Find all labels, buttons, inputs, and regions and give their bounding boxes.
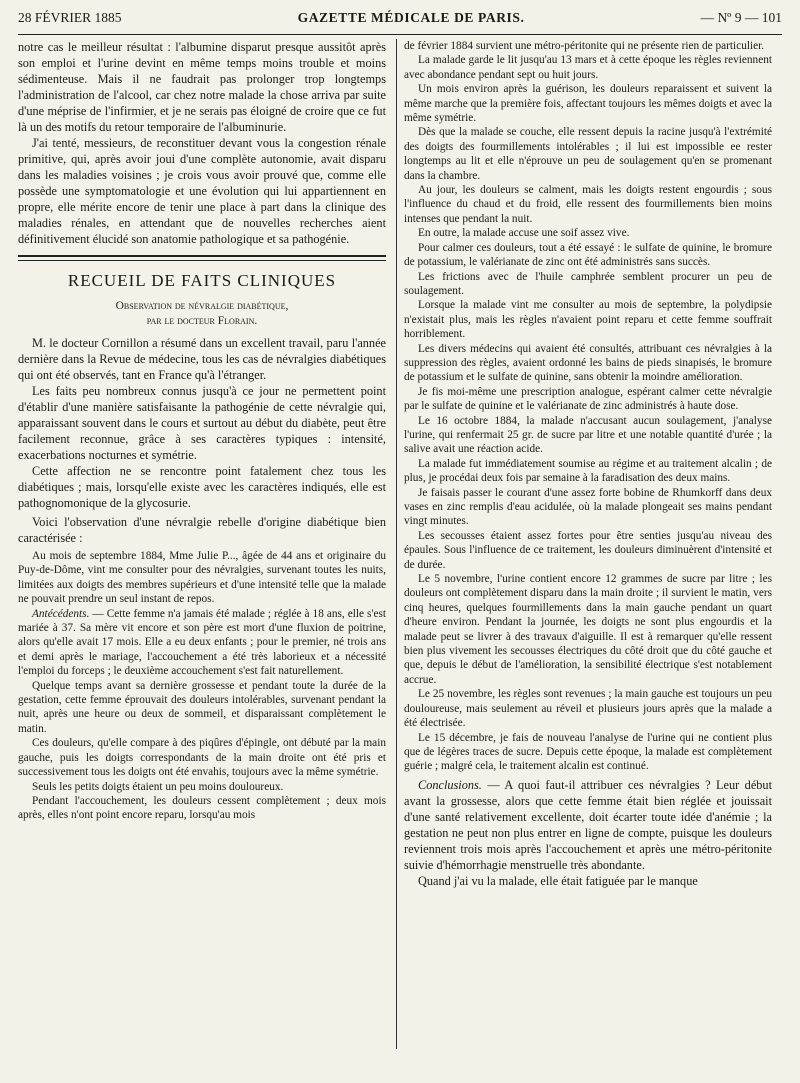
paragraph: Je faisais passer le courant d'une assez forte bobine de Rhumkorff dans deux vases en zinc remplis d'eau acidulée, où la malade plongeait ses mains pendant vingt minutes. [404, 486, 772, 528]
paragraph: Pour calmer ces douleurs, tout a été essayé : le sulfate de quinine, le bromure de potassium, le valérianate de zinc ont été administrés sans succès. [404, 241, 772, 269]
paragraph: Les divers médecins qui avaient été consultés, attribuant ces névralgies à la suppression des règles, avaient ordonné les bains de pieds sinapisés, le bromure de potassium et le sulfate de quinine, sans obtenir la moindre amélioration. [404, 342, 772, 384]
issue-number: — Nº 9 — 101 [700, 10, 782, 25]
paragraph: Antécédents. — Cette femme n'a jamais été malade ; réglée à 18 ans, elle s'est mariée à 37. Sa mère vit encore et son père est mort d'une fluxion de poitrine, alors qu'elle avait 17 mois. Elle a eu deux enfants ; pour le premier, né trois ans et demi après le mariage, l'accouchement a été très laborieux et a nécessité l'emploi du forceps ; le deuxième accouchement s'est fait naturellement. [18, 607, 386, 678]
columns [18, 39, 782, 1049]
left-column [18, 39, 386, 1049]
paragraph: Le 25 novembre, les règles sont revenues ; la main gauche est toujours un peu douloureuse, mais seulement au réveil et plusieurs jours après que la malade a été électrisée. [404, 688, 772, 730]
paragraph: La malade fut immédiatement soumise au régime et au traitement alcalin ; de plus, je procédai deux fois par semaine à la faradisation des deux mains. [404, 457, 772, 485]
subheading-antecedents: Antécédents. [32, 607, 90, 620]
paragraph: Au mois de septembre 1884, Mme Julie P..., âgée de 44 ans et originaire du Puy-de-Dôme, vint me consulter pour des névralgies, survenant toutes les nuits, limitées aux doigts des membres supérieurs et d'une intensité telle que la malade ne pouvait prendre un seul instant de repos. [18, 550, 386, 606]
paragraph: Dès que la malade se couche, elle ressent depuis la racine jusqu'à l'extrémité des doigts des fourmillements intolérables ; il lui est impossible ee rester longtemps au lit et elle n'éprouve un peu de soulagement qu'en se promenant dans la chambre. [404, 126, 772, 182]
paragraph: La malade garde le lit jusqu'au 13 mars et à cette époque les règles reviennent avec abondance pendant sept ou huit jours. [404, 54, 772, 81]
column-separator [396, 39, 397, 1049]
subheading-conclusions: Conclusions. [418, 777, 482, 792]
paragraph: Je fis moi-même une prescription analogue, espérant calmer cette névralgie par le sulfate de quinine et le valérianate de zinc administrés à haute dose. [404, 385, 772, 413]
paragraph: notre cas le meilleur résultat : l'albumine disparut presque aussitôt après son emploi et l'urine devint en même temps moins trouble et moins sédimenteuse. Mais il ne faudrait pas prolonger trop longtemps l'administration de l'alcool, car chez notre malade la chose arriva par suite d'une méprise de l'infirmier, et je ne serais pas éloigné de croire que ce fut là un des motifs du retour temporaire de l'albuminurie. [18, 40, 386, 134]
paragraph: Les faits peu nombreux connus jusqu'à ce jour ne permettent point d'établir d'une manière satisfaisante la pathogénie de cette névralgie qui, apparaissant souvent dans le cours et surtout au début du diabète, peut être facilement reconnue, grâce à ses caractères typiques : intensité, exacerbations nocturnes et symétrie. [18, 384, 386, 462]
page-header [18, 10, 782, 32]
right-column [404, 39, 772, 1049]
paragraph: Lorsque la malade vint me consulter au mois de septembre, la polydipsie n'existait plus, mais les règles n'avaient point reparu et cette femme souffrait horriblement. [404, 299, 772, 341]
paragraph: Voici l'observation d'une névralgie rebelle d'origine diabétique bien caractérisée : [18, 515, 386, 545]
paragraph: Un mois environ après la guérison, les douleurs reparaissent et suivent la même marche que la première fois, affectant toujours les mêmes doigts et avec la même symétrie. [404, 83, 772, 125]
paragraph: Cette affection ne se rencontre point fatalement chez tous les diabétiques ; mais, lorsqu'elle existe avec les caractères indiqués, elle est pathognomonique de la glycosurie. [18, 464, 386, 510]
paragraph: Ces douleurs, qu'elle compare à des piqûres d'épingle, ont débuté par la main gauche, puis les doigts correspondants de la main droite ont été pris et successivement tous les doigts ont été envahis, toujours avec la même symétrie. [18, 737, 386, 779]
paragraph: En outre, la malade accuse une soif assez vive. [418, 227, 630, 240]
observation-heading [18, 299, 386, 329]
header-date: 28 FÉVRIER 1885 [18, 10, 122, 25]
header-rule [18, 34, 782, 35]
paragraph: Pendant l'accouchement, les douleurs cessent complètement ; deux mois après, elles n'ont point encore reparu, lorsqu'au mois [18, 794, 386, 822]
paragraph: Le 15 décembre, je fais de nouveau l'analyse de l'urine qui ne contient plus que de légères traces de sucre. Depuis cette époque, la malade est complètement guérie ; malgré cela, le traitement alcalin est continué. [404, 731, 772, 773]
paragraph: Le 16 octobre 1884, la malade n'accusant aucun soulagement, j'analyse l'urine, qui renfermait 25 gr. de sucre par litre et une notable quantité d'urée ; la salive avait une réaction acide. [404, 414, 772, 456]
paragraph: Les frictions avec de l'huile camphrée semblent procurer un peu de soulagement. [404, 270, 772, 297]
paragraph: de février 1884 survient une métro-péritonite qui ne présente rien de particulier. [404, 40, 765, 52]
paragraph: Seuls les petits doigts étaient un peu moins douloureux. [32, 780, 284, 793]
paragraph: Conclusions. — A quoi faut-il attribuer ces névralgies ? Leur début avant la grossesse, alors que cette femme était bien réglée et jouissait d'une santé relativement excellente, doit écarter toute idée d'anémie ; la gestation ne peut non plus entrer en ligne de compte, puisque les douleurs reviennent trois mois après l'accouchement et après une métro-péritonite suivie d'hémorrhagie menstruelle très abondante. [404, 777, 772, 872]
paragraph: M. le docteur Cornillon a résumé dans un excellent travail, paru l'année dernière dans la Revue de médecine, tous les cas de névralgies diabétiques qui ont été observés, tant en France qu'à l'étranger. [18, 336, 386, 382]
paragraph: J'ai tenté, messieurs, de reconstituer devant vous la congestion rénale primitive, qui, après avoir joui d'une complète autonomie, avait disparu dans les maladies voisines ; je crois vous avoir prouvé que, comme elle possède une symptomatologie et une évolution qui lui appartiennent en propre, elle mérite encore de tenir une place à part dans la clinique des maladies rénales, en attendant que de nouvelles recherches aient définitivement élucidé son anatomie pathologique et sa pathogénie. [18, 136, 386, 246]
paragraph: Les secousses étaient assez fortes pour être senties jusqu'au niveau des épaules. Sous l'influence de ce traitement, les douleurs diminuèrent d'intensité et de durée. [404, 529, 772, 571]
paragraph: Quelque temps avant sa dernière grossesse et pendant toute la durée de la gestation, cette femme éprouvait des douleurs intolérables, survenant pendant la nuit, après une heure ou deux de sommeil, et disparaissant complètement le matin. [18, 679, 386, 735]
observation-author: par le docteur Florain. [146, 315, 258, 327]
section-divider [18, 255, 386, 261]
paragraph: Le 5 novembre, l'urine contient encore 12 grammes de sucre par litre ; les douleurs ont complètement disparu dans la main droite ; il survient le matin, vers cinq heures, quelques fourmillements dans la main gauche pendant un quart d'heure environ. Pendant la journée, les doigts ne sont plus engourdis et la malade peut se livrer à des travaux d'aiguille. Il est à remarquer qu'elle ressent bien plus vivement les secousses électriques du côté droit que du côté gauche et que, depuis le début de l'amélioration, la sensibilité électrique s'est notablement accrue. [404, 573, 772, 686]
paragraph: Au jour, les douleurs se calment, mais les doigts restent engourdis ; sous l'influence du chaud et du froid, elle ressent des fourmillements bien moins intenses que pendant la nuit. [404, 184, 772, 225]
paragraph: Quand j'ai vu la malade, elle était fatiguée par le manque [418, 873, 698, 888]
observation-title: Observation de névralgie diabétique, [115, 300, 289, 312]
journal-title: GAZETTE MÉDICALE DE PARIS. [297, 10, 525, 25]
section-title: RECUEIL DE FAITS CLINIQUES [67, 271, 337, 290]
